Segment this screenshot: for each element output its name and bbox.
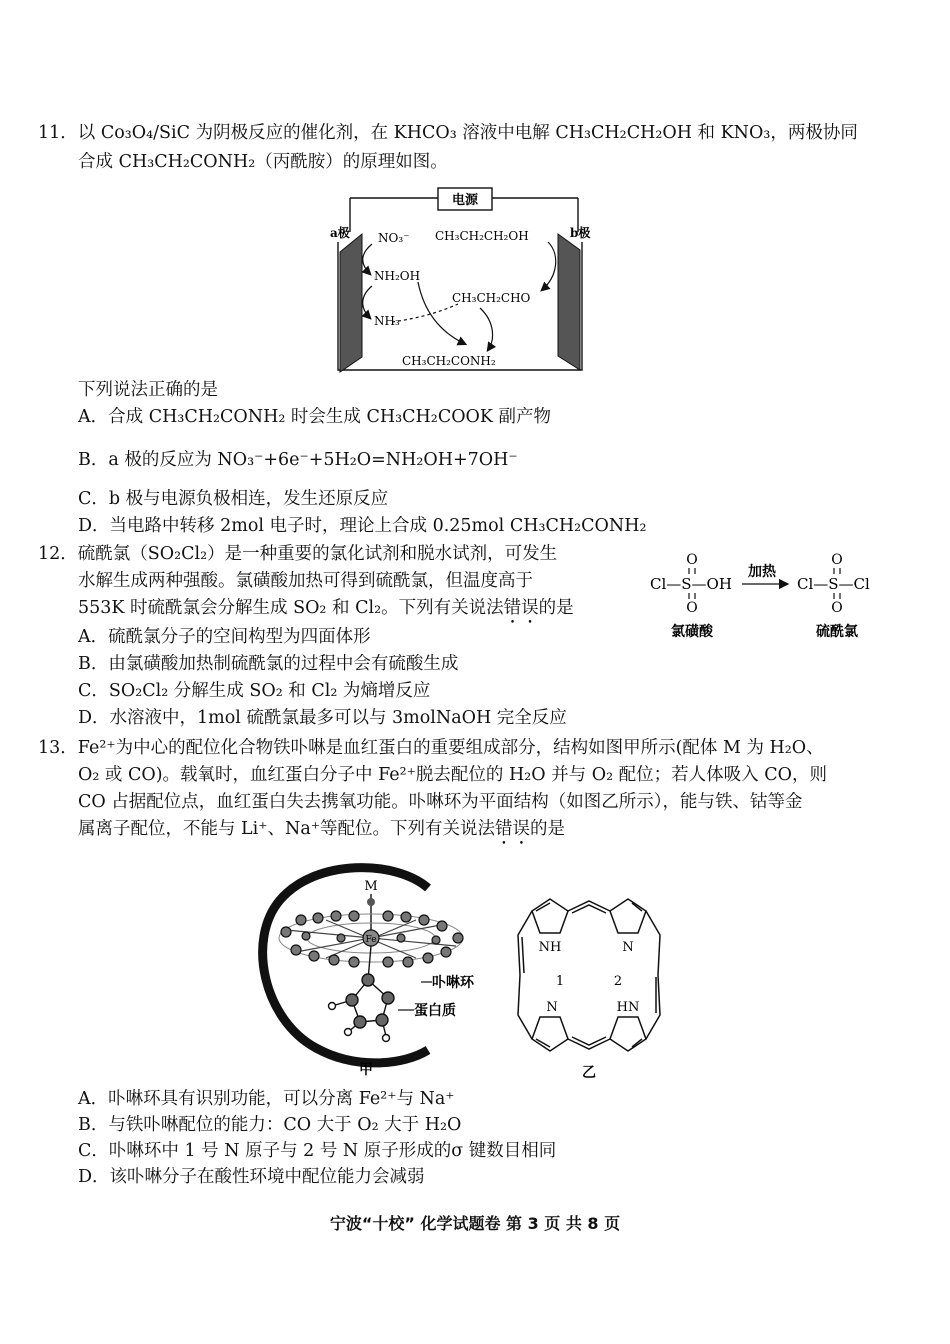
q11-number: 11． xyxy=(38,123,78,143)
hn-bottom-label: HN xyxy=(616,1000,640,1015)
nitrate-ion: NO₃⁻ xyxy=(378,231,410,245)
b-electrode xyxy=(558,234,580,370)
chlorosulfonic-acid-bottom-o: O xyxy=(686,600,698,616)
q11-option-b[interactable]: B．a 极的反应为 NO₃⁻+6e⁻+5H₂O=NH₂OH+7OH⁻ xyxy=(78,450,518,470)
figure-a-caption: 甲 xyxy=(359,1062,373,1078)
q11-prompt: 下列说法正确的是 xyxy=(78,380,218,400)
q13-stem-text-4b: 的是 xyxy=(530,819,565,839)
sulfuryl-chloride-bottom-o: O xyxy=(831,600,843,616)
q11-stem-line1 xyxy=(38,121,858,145)
q11-electrolysis-diagram xyxy=(320,182,620,377)
a-electrode xyxy=(340,234,362,372)
nitrogen-number-2: 2 xyxy=(613,974,623,989)
ammonia: NH₃ xyxy=(374,314,400,328)
a-electrode-label: a极 xyxy=(330,226,350,240)
n-bottom-label: N xyxy=(546,1000,558,1015)
propanal: CH₃CH₂CHO xyxy=(452,291,531,305)
protein-label: 蛋白质 xyxy=(414,1003,456,1019)
q12-emphasis-wrong: 错误 xyxy=(503,598,539,618)
power-supply-label: 电源 xyxy=(451,193,479,208)
propanamide: CH₃CH₂CONH₂ xyxy=(402,354,496,368)
figure-porphyrin-ring xyxy=(510,895,670,1085)
q11-option-d[interactable]: D．当电路中转移 2mol 电子时，理论上合成 0.25mol CH₃CH₂CONH₂ xyxy=(78,516,647,536)
q12-stem-line1 xyxy=(38,542,557,566)
q12-option-b[interactable]: B．由氯磺酸加热制硫酰氯的过程中会有硫酸生成 xyxy=(78,654,459,674)
q13-stem-line4 xyxy=(78,817,565,849)
q13-option-b[interactable]: B．与铁卟啉配位的能力：CO 大于 O₂ 大于 H₂O xyxy=(78,1115,462,1135)
chlorosulfonic-acid-top-o: O xyxy=(686,552,698,568)
pyrrole-bottom-right xyxy=(610,1017,646,1051)
q11-option-a[interactable]: A．合成 CH₃CH₂CONH₂ 时会生成 CH₃CH₂COOK 副产物 xyxy=(78,407,552,427)
q13-option-d[interactable]: D．该卟啉分子在酸性环境中配位能力会减弱 xyxy=(78,1167,425,1187)
pyrrole-bottom-left xyxy=(532,1017,568,1051)
q13-option-c[interactable]: C．卟啉环中 1 号 N 原子与 2 号 N 原子形成的σ 键数目相同 xyxy=(78,1141,557,1161)
b-electrode-label: b极 xyxy=(570,226,591,240)
q12-option-d[interactable]: D．水溶液中，1mol 硫酰氯最多可以与 3molNaOH 完全反应 xyxy=(78,708,567,728)
sulfuryl-chloride-formula: Cl—S—Cl xyxy=(797,575,870,593)
heat-label: 加热 xyxy=(748,564,776,580)
q12-stem-text-1: 硫酰氯（SO₂Cl₂）是一种重要的氯化试剂和脱水试剂，可发生 xyxy=(77,544,558,564)
q12-stem-text-3a: 553K 时硫酰氯会分解生成 SO₂ 和 Cl₂。下列有关说法 xyxy=(78,598,504,618)
q12-number: 12． xyxy=(38,544,78,564)
figure-heme-structure xyxy=(256,860,496,1080)
ligand-m: M xyxy=(364,879,378,894)
q13-stem-line1 xyxy=(38,736,824,760)
hydroxylamine: NH₂OH xyxy=(374,269,421,283)
q12-stem-line3 xyxy=(78,596,574,628)
q13-number: 13． xyxy=(38,738,78,758)
electrolytic-cell xyxy=(338,242,582,370)
q11-option-c[interactable]: C．b 极与电源负极相连，发生还原反应 xyxy=(78,489,389,509)
pyrrole-top-right xyxy=(610,899,646,933)
chlorosulfonic-acid-formula: Cl—S—OH xyxy=(650,575,732,593)
propanol: CH₃CH₂CH₂OH xyxy=(435,229,529,243)
iron-label: Fe xyxy=(365,935,377,945)
q13-stem-line3: CO 占据配位点，血红蛋白失去携氧功能。卟啉环为平面结构（如图乙所示），能与铁、钴等金 xyxy=(78,792,803,812)
porphyrin-ring-label: 卟啉环 xyxy=(432,975,474,991)
q11-stem-line2: 合成 CH₃CH₂CONH₂（丙酰胺）的原理如图。 xyxy=(78,152,448,172)
n-top-label: N xyxy=(622,940,634,955)
q13-stem-text-1: Fe²⁺为中心的配位化合物铁卟啉是血红蛋白的重要组成部分，结构如图甲所示(配体 M 为 H₂O、 xyxy=(77,738,824,758)
pyrrole-top-left xyxy=(532,899,568,933)
q13-option-a[interactable]: A．卟啉环具有识别功能，可以分离 Fe²⁺与 Na⁺ xyxy=(78,1089,455,1109)
sulfuryl-chloride-name: 硫酰氯 xyxy=(816,624,858,640)
nh-top-label: NH xyxy=(538,940,562,955)
chlorosulfonic-acid-name: 氯磺酸 xyxy=(671,624,713,640)
q13-stem-line2: O₂ 或 CO)。载氧时，血红蛋白分子中 Fe²⁺脱去配位的 H₂O 并与 O₂ 配位；若人体吸入 CO，则 xyxy=(78,765,827,785)
figure-b-caption: 乙 xyxy=(582,1065,596,1081)
sulfuryl-chloride-top-o: O xyxy=(831,552,843,568)
q11-stem-text-1: 以 Co₃O₄/SiC 为阴极反应的催化剂，在 KHCO₃ 溶液中电解 CH₃CH₂CH₂OH 和 KNO₃，两极协同 xyxy=(77,123,858,143)
q12-stem-text-3b: 的是 xyxy=(538,598,574,618)
q12-reaction-scheme xyxy=(648,546,888,646)
q13-emphasis-wrong: 错误 xyxy=(495,819,530,839)
q12-stem-line2: 水解生成两种强酸。氯磺酸加热可得到硫酰氯，但温度高于 xyxy=(78,571,533,591)
nitrogen-number-1: 1 xyxy=(555,974,565,989)
q13-stem-text-4a: 属离子配位，不能与 Li⁺、Na⁺等配位。下列有关说法 xyxy=(78,819,495,839)
q12-option-c[interactable]: C．SO₂Cl₂ 分解生成 SO₂ 和 Cl₂ 为熵增反应 xyxy=(78,681,431,701)
page-footer: 宁波“十校” 化学试题卷 第 3 页 共 8 页 xyxy=(329,1214,621,1233)
q12-option-a[interactable]: A．硫酰氯分子的空间构型为四面体形 xyxy=(78,627,371,647)
